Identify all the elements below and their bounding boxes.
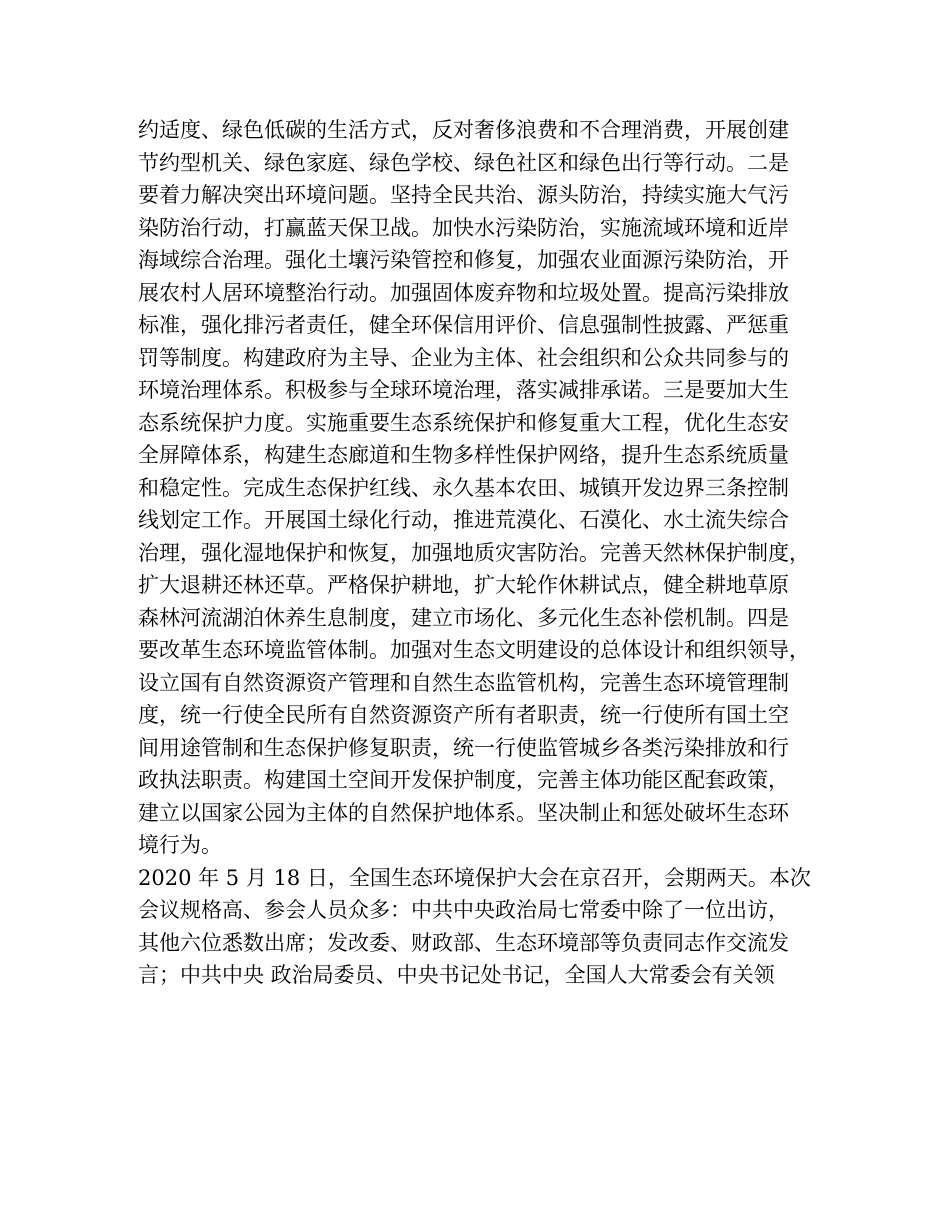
text-line: 罚等制度。构建政府为主导、企业为主体、社会组织和公众共同参与的 <box>138 345 789 370</box>
text-line: 约适度、绿色低碳的生活方式，反对奢侈浪费和不合理消费，开展创建 <box>138 118 789 142</box>
text-line: 和稳定性。完成生态保护红线、永久基本农田、城镇开发边界三条控制 <box>138 475 789 500</box>
text-line: 态系统保护力度。实施重要生态系统保护和修复重大工程，优化生态安 <box>138 410 789 435</box>
text-line: 2020 年 5 月 18 日，全国生态环境保护大会在京召开，会期两天。本次 <box>138 865 811 890</box>
text-line: 海域综合治理。强化土壤污染管控和修复，加强农业面源污染防治，开 <box>138 248 789 272</box>
text-line: 标准，强化排污者责任，健全环保信用评价、信息强制性披露、严惩重 <box>138 313 789 337</box>
text-line: 治理，强化湿地保护和恢复，加强地质灾害防治。完善天然林保护制度， <box>138 540 810 565</box>
text-line: 境行为。 <box>138 833 222 857</box>
text-line: 展农村人居环境整治行动。加强固体废弃物和垃圾处置。提高污染排放 <box>138 280 789 305</box>
text-line: 全屏障体系，构建生态廊道和生物多样性保护网络，提升生态系统质量 <box>138 443 789 467</box>
text-line: 森林河流湖泊休养生息制度，建立市场化、多元化生态补偿机制。四是 <box>138 605 789 630</box>
text-line: 扩大退耕还林还草。严格保护耕地，扩大轮作休耕试点，健全耕地草原 <box>138 573 789 597</box>
text-line: 线划定工作。开展国土绿化行动，推进荒漠化、石漠化、水土流失综合 <box>138 508 789 532</box>
text-line: 言；中共中央 政治局委员、中央书记处书记，全国人大常委会有关领 <box>138 963 775 987</box>
text-line: 会议规格高、参会人员众多：中共中央政治局七常委中除了一位出访， <box>138 898 789 922</box>
text-line: 环境治理体系。积极参与全球环境治理，落实减排承诺。三是要加大生 <box>138 378 789 402</box>
text-line: 建立以国家公园为主体的自然保护地体系。坚决制止和惩处破坏生态环 <box>138 800 789 825</box>
text-line: 要改革生态环境监管体制。加强对生态文明建设的总体设计和组织领导， <box>138 638 810 662</box>
text-line: 政执法职责。构建国土空间开发保护制度，完善主体功能区配套政策， <box>138 768 789 792</box>
text-line: 间用途管制和生态保护修复职责，统一行使监管城乡各类污染排放和行 <box>138 735 789 760</box>
text-line: 节约型机关、绿色家庭、绿色学校、绿色社区和绿色出行等行动。二是 <box>138 150 789 175</box>
body-text <box>138 114 828 992</box>
text-line: 其他六位悉数出席；发改委、财政部、生态环境部等负责同志作交流发 <box>138 930 789 955</box>
text-line: 要着力解决突出环境问题。坚持全民共治、源头防治，持续实施大气污 <box>138 183 789 207</box>
text-line: 设立国有自然资源资产管理和自然生态监管机构，完善生态环境管理制 <box>138 670 789 695</box>
text-line: 染防治行动，打赢蓝天保卫战。加快水污染防治，实施流域环境和近岸 <box>138 215 789 240</box>
text-line: 度，统一行使全民所有自然资源资产所有者职责，统一行使所有国土空 <box>138 703 789 727</box>
